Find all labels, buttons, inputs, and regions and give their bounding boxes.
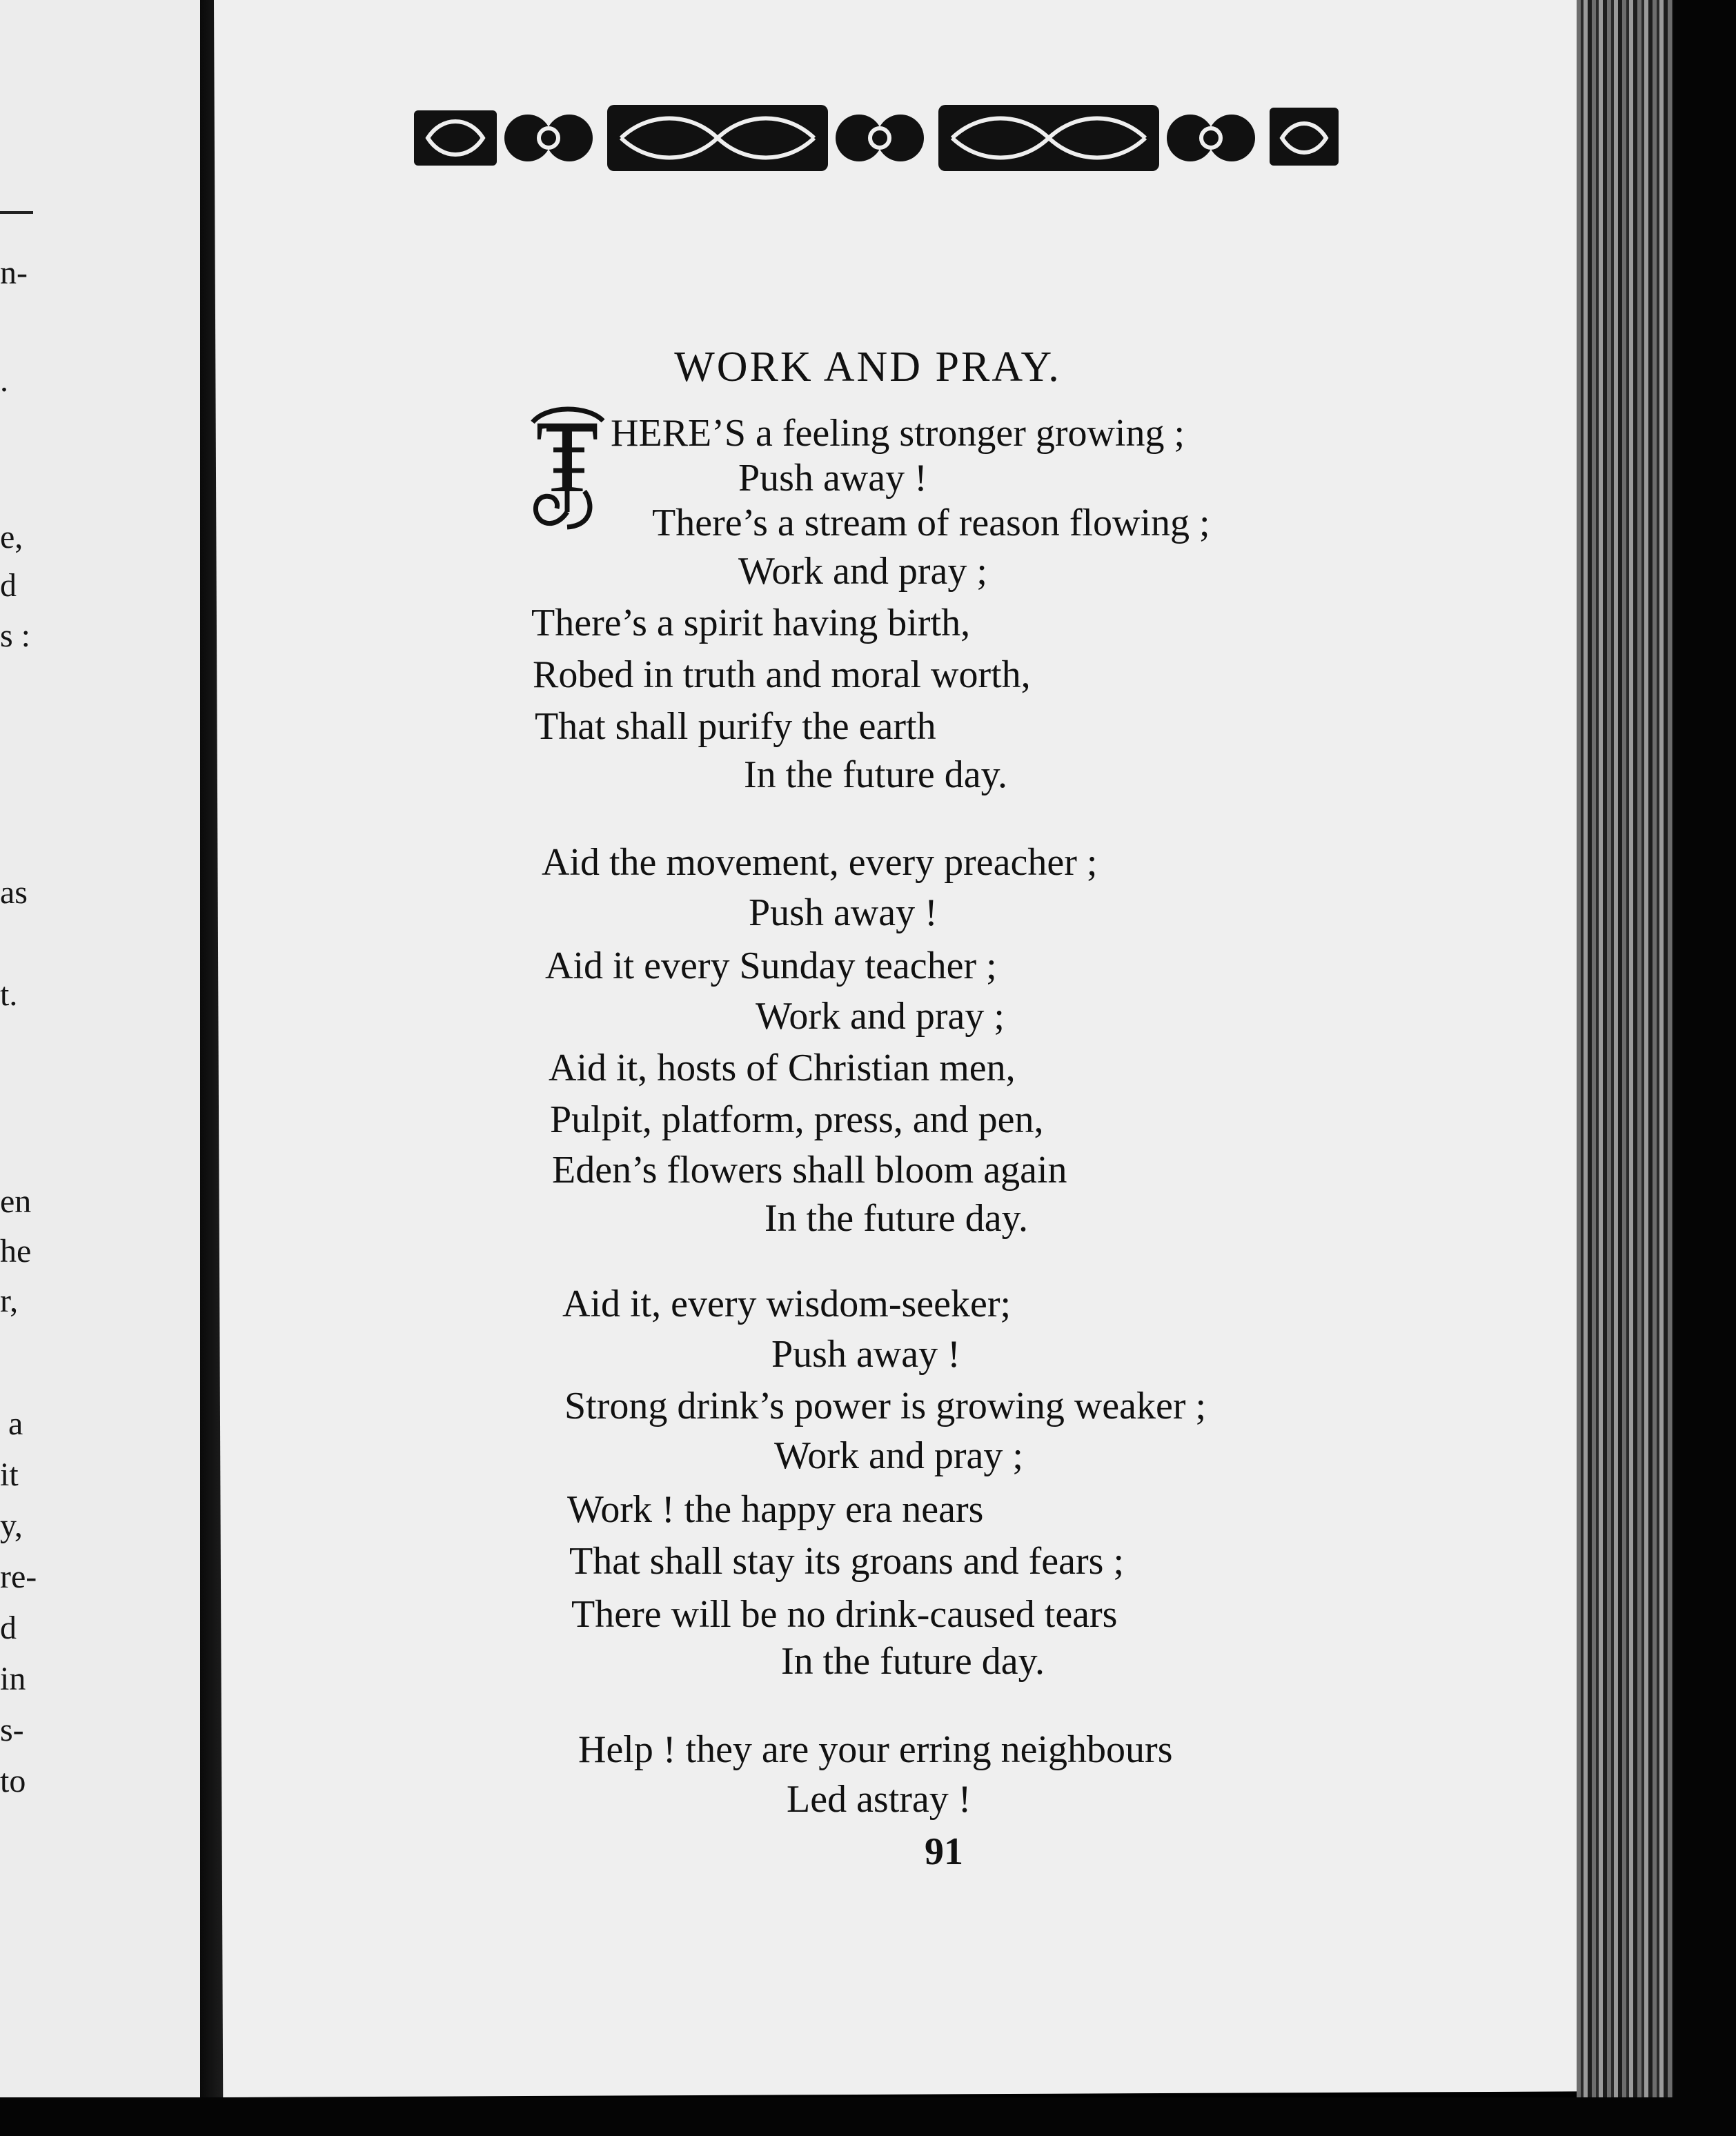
poem-line: That shall stay its groans and fears ; [569, 1540, 1125, 1583]
left-page-fragment: r, [0, 1283, 19, 1319]
page-number: 91 [925, 1830, 963, 1873]
poem-line: In the future day. [744, 753, 1007, 796]
left-page-fragment: . [0, 362, 8, 399]
poem-line: Aid it, every wisdom-seeker; [562, 1283, 1012, 1325]
left-page-fragment: in [0, 1661, 26, 1697]
left-page-fragment: re- [0, 1559, 37, 1595]
left-page-fragment: s- [0, 1712, 24, 1748]
drop-cap [526, 402, 609, 533]
background-edge [1673, 0, 1736, 2136]
poem-line: There’s a stream of reason flowing ; [652, 502, 1210, 544]
poem-line: Push away ! [749, 891, 938, 934]
poem-line: Strong drink’s power is growing weaker ; [564, 1385, 1207, 1427]
left-page-fragment: d [0, 567, 17, 604]
poem-line: There will be no drink-caused tears [571, 1593, 1118, 1636]
poem-line: Push away ! [738, 457, 927, 500]
poem-line: Aid it every Sunday teacher ; [545, 945, 997, 987]
poem-line: Pulpit, platform, press, and pen, [550, 1098, 1044, 1141]
left-page-fragment: it [0, 1456, 19, 1493]
background-bottom [0, 2097, 1736, 2136]
poem-line: Work and pray ; [756, 995, 1005, 1038]
drop-cap-letter: T [535, 402, 599, 514]
poem-line: That shall purify the earth [535, 705, 936, 748]
poem-line: Led astray ! [787, 1778, 971, 1821]
poem-line: In the future day. [765, 1197, 1028, 1240]
left-page-fragment: en [0, 1183, 32, 1220]
left-page-fragment: n- [0, 255, 28, 291]
poem-line: Aid the movement, every preacher ; [542, 841, 1098, 884]
left-page-fragment: e, [0, 519, 23, 555]
poem-line: Aid it, hosts of Christian men, [549, 1047, 1016, 1089]
poem-line: There’s a spirit having birth, [531, 602, 971, 644]
ornament-band [414, 95, 1339, 181]
poem-line: Work and pray ; [738, 550, 987, 593]
left-page-fragment: he [0, 1233, 32, 1269]
left-facing-page [0, 0, 200, 2136]
poem-line: Work ! the happy era nears [567, 1488, 984, 1531]
poem-line: Help ! they are your erring neighbours [578, 1728, 1173, 1771]
left-page-fragment: to [0, 1763, 26, 1799]
page-edges [1577, 0, 1673, 2097]
poem-line: Push away ! [771, 1333, 960, 1376]
poem-line: In the future day. [781, 1640, 1045, 1683]
left-page-fragment: a [8, 1405, 23, 1442]
left-page-fragment: t. [0, 976, 18, 1013]
poem-line: Robed in truth and moral worth, [533, 653, 1031, 696]
poem-line: HERE’S a feeling stronger growing ; [611, 412, 1185, 455]
left-page-fragment: y, [0, 1507, 23, 1544]
poem-title: WORK AND PRAY. [674, 343, 1061, 390]
poem-line: Eden’s flowers shall bloom again [552, 1149, 1067, 1191]
left-page-fragment: as [0, 874, 28, 911]
left-page-rule [0, 211, 33, 214]
left-page-fragment: d [0, 1610, 17, 1646]
poem-line: Work and pray ; [774, 1434, 1023, 1477]
left-page-fragment: s : [0, 617, 31, 654]
